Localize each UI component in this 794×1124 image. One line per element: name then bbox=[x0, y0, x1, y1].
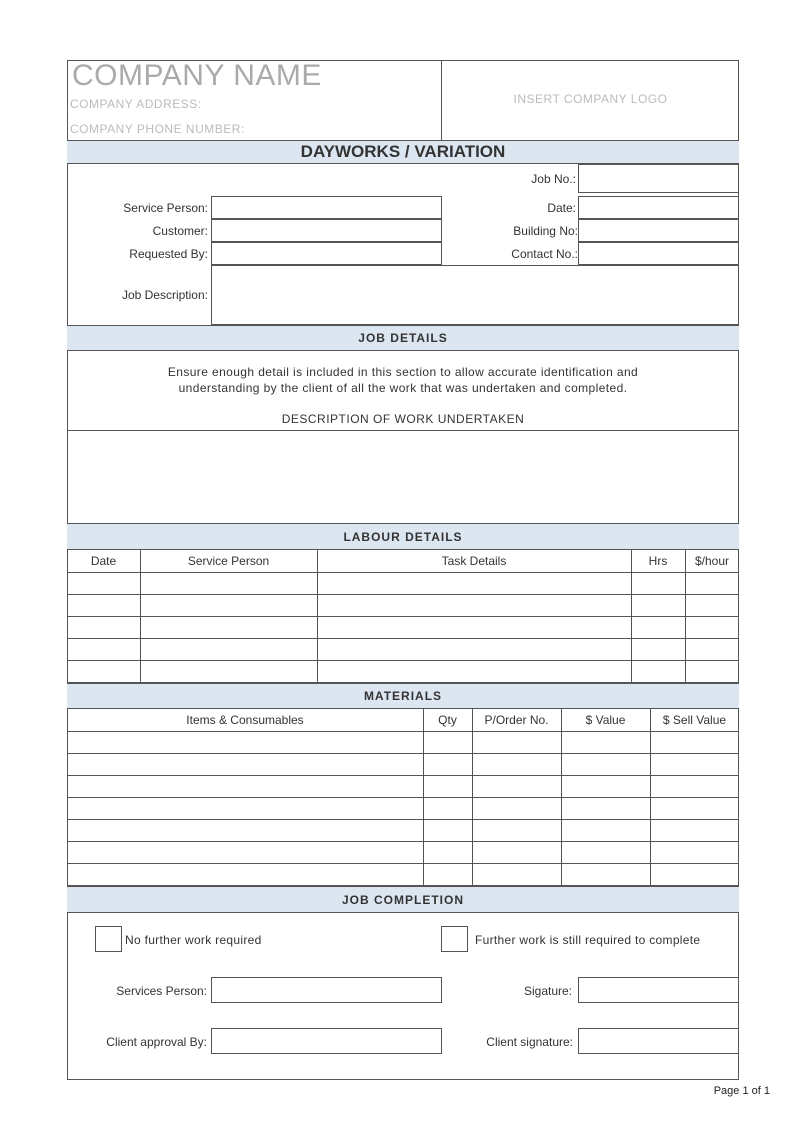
client-approval-label: Client approval By: bbox=[106, 1035, 207, 1049]
materials-col-porder: P/Order No. bbox=[484, 713, 549, 727]
company-phone: COMPANY PHONE NUMBER: bbox=[70, 122, 245, 136]
description-heading: DESCRIPTION OF WORK UNDERTAKEN bbox=[281, 412, 525, 426]
services-person-label: Services Person: bbox=[116, 984, 207, 998]
job-details-heading-text: JOB DETAILS bbox=[358, 331, 448, 345]
customer-field[interactable] bbox=[211, 219, 442, 242]
instruction-line-1: Ensure enough detail is included in this section to allow accurate identification and bbox=[167, 365, 639, 379]
service-person-field[interactable] bbox=[211, 196, 442, 219]
materials-col-items: Items & Consumables bbox=[186, 713, 304, 727]
materials-row[interactable] bbox=[68, 798, 738, 819]
materials-row[interactable] bbox=[68, 732, 738, 753]
materials-row[interactable] bbox=[68, 820, 738, 841]
job-completion-heading bbox=[67, 886, 739, 913]
form-title-text: DAYWORKS / VARIATION bbox=[300, 142, 506, 161]
signature-label: Sigature: bbox=[523, 984, 572, 998]
further-work-checkbox[interactable] bbox=[441, 926, 468, 952]
job-details-heading bbox=[67, 325, 739, 351]
labour-details-heading-text: LABOUR DETAILS bbox=[343, 529, 463, 544]
requested-by-field[interactable] bbox=[211, 242, 442, 265]
signature-field[interactable] bbox=[578, 977, 739, 1003]
date-label: Date: bbox=[547, 201, 576, 215]
materials-row[interactable] bbox=[68, 776, 738, 797]
customer-label: Customer: bbox=[152, 224, 208, 238]
form-title bbox=[67, 140, 739, 164]
no-further-work-checkbox[interactable] bbox=[95, 926, 122, 952]
labour-row[interactable] bbox=[68, 661, 738, 682]
page-number: Page 1 of 1 bbox=[713, 1085, 770, 1097]
job-description-label: Job Description: bbox=[121, 288, 208, 302]
description-area[interactable] bbox=[68, 431, 738, 523]
company-address: COMPANY ADDRESS: bbox=[70, 97, 202, 111]
materials-row[interactable] bbox=[68, 754, 738, 775]
materials-heading bbox=[67, 683, 739, 709]
labour-col-date: Date bbox=[90, 554, 117, 568]
job-no-field[interactable] bbox=[578, 164, 739, 193]
company-name: COMPANY NAME bbox=[72, 59, 322, 92]
materials-row[interactable] bbox=[68, 842, 738, 863]
labour-col-rate: $/hour bbox=[694, 554, 730, 568]
labour-col-service-person: Service Person bbox=[187, 554, 270, 568]
materials-col-sell-value: $ Sell Value bbox=[662, 713, 727, 727]
labour-col-hrs: Hrs bbox=[648, 554, 668, 568]
logo-placeholder: INSERT COMPANY LOGO bbox=[513, 92, 668, 106]
labour-row[interactable] bbox=[68, 595, 738, 616]
materials-col-qty: Qty bbox=[438, 713, 457, 727]
requested-by-label: Requested By: bbox=[129, 247, 208, 261]
client-signature-field[interactable] bbox=[578, 1028, 739, 1054]
materials-row[interactable] bbox=[68, 864, 738, 885]
building-no-label: Building No: bbox=[513, 224, 578, 238]
contact-no-field[interactable] bbox=[578, 242, 739, 265]
instruction-line-2: understanding by the client of all the work that was undertaken and completed. bbox=[178, 381, 628, 395]
services-person-field[interactable] bbox=[211, 977, 442, 1003]
labour-row[interactable] bbox=[68, 639, 738, 660]
labour-col-task-details: Task Details bbox=[441, 554, 507, 568]
labour-row[interactable] bbox=[68, 573, 738, 594]
labour-details-heading bbox=[67, 523, 739, 550]
service-person-label: Service Person: bbox=[123, 201, 208, 215]
further-work-label: Further work is still required to complete bbox=[475, 933, 701, 947]
client-signature-label: Client signature: bbox=[486, 1035, 573, 1049]
job-no-label: Job No.: bbox=[531, 172, 576, 186]
no-further-work-label: No further work required bbox=[125, 933, 262, 947]
materials-col-value: $ Value bbox=[585, 713, 626, 727]
building-no-field[interactable] bbox=[578, 219, 739, 242]
materials-heading-text: MATERIALS bbox=[363, 689, 443, 703]
job-description-field[interactable] bbox=[211, 265, 739, 325]
contact-no-label: Contact No.: bbox=[511, 247, 578, 261]
client-approval-field[interactable] bbox=[211, 1028, 442, 1054]
labour-row[interactable] bbox=[68, 617, 738, 638]
job-completion-heading-text: JOB COMPLETION bbox=[341, 892, 464, 907]
date-field[interactable] bbox=[578, 196, 739, 219]
